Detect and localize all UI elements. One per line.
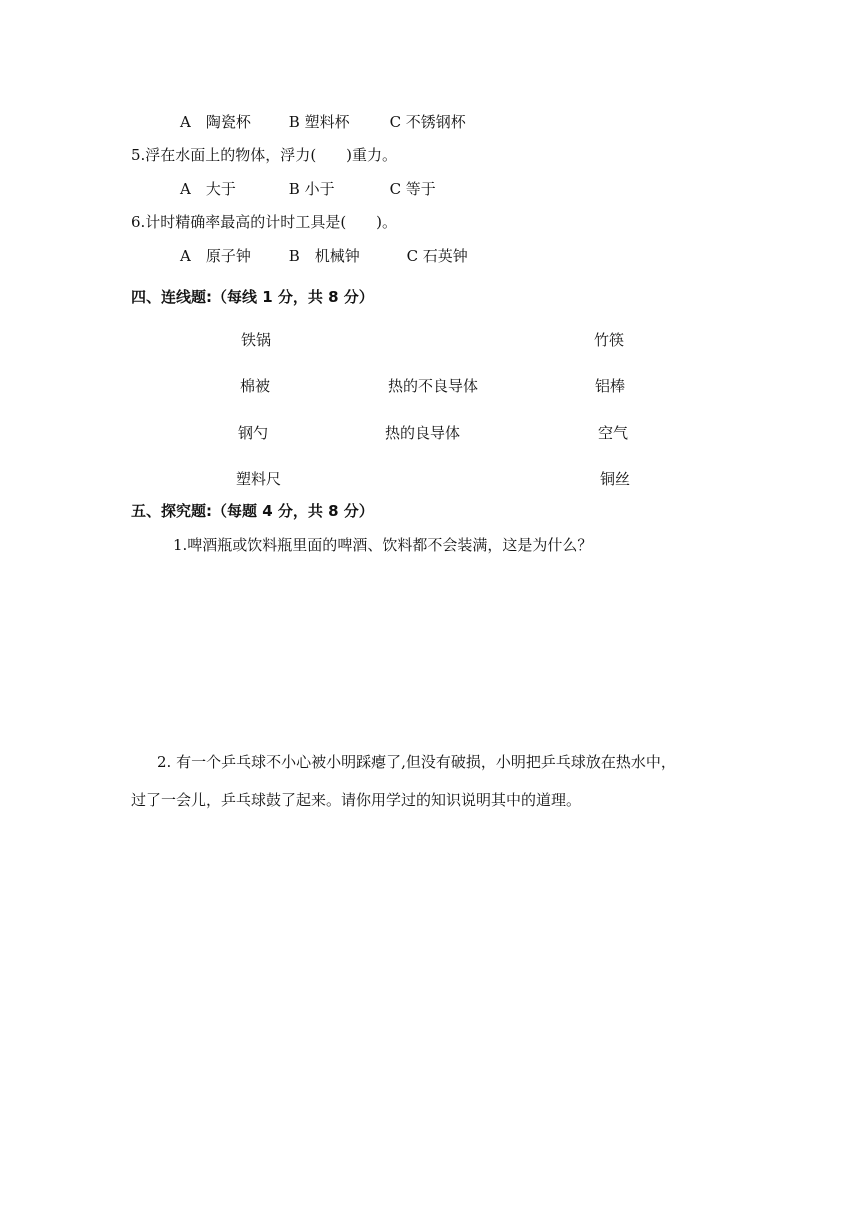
q6-question: 6.计时精确率最高的计时工具是( )。 [131,213,398,231]
q6-option-b: B 机械钟 [288,247,360,265]
section5-question-1: 1.啤酒瓶或饮料瓶里面的啤酒、饮料都不会装满，这是为什么？ [173,536,593,554]
q5-option-b: B 小于 [288,180,335,198]
section4-title: 四、连线题:（每线 1 分，共 8 分） [131,288,374,306]
q4-options [180,112,466,132]
match-left-item: 钢勺 [238,424,269,442]
match-right-item: 铜丝 [600,470,631,488]
match-left-item: 铁锅 [241,331,272,349]
q5-option-a: A 大于 [180,180,236,198]
match-left-item: 塑料尺 [236,470,282,488]
q5-option-c: C 等于 [389,180,436,198]
match-right-item: 空气 [598,424,629,442]
q6-option-c: C 石英钟 [406,247,468,265]
section5-question-2-line1: 2. 有一个乒乓球不小心被小明踩瘪了,但没有破损，小明把乒乓球放在热水中， [157,753,676,771]
q4-option-b: B 塑料杯 [288,113,350,131]
q4-option-a: A 陶瓷杯 [180,113,251,131]
match-right-item: 铝棒 [595,377,626,395]
match-middle-item: 热的良导体 [385,424,461,442]
q5-question: 5.浮在水面上的物体，浮力( )重力。 [131,146,398,164]
section5-question-2-line2: 过了一会儿，乒乓球鼓了起来。请你用学过的知识说明其中的道理。 [131,791,582,809]
match-left-item: 棉被 [240,377,271,395]
section5-title: 五、探究题:（每题 4 分，共 8 分） [131,502,374,520]
q4-option-c: C 不锈钢杯 [389,113,466,131]
match-middle-item: 热的不良导体 [388,377,479,395]
q5-options [180,179,436,199]
q6-options [180,246,468,266]
match-right-item: 竹筷 [594,331,625,349]
q6-option-a: A 原子钟 [180,247,251,265]
